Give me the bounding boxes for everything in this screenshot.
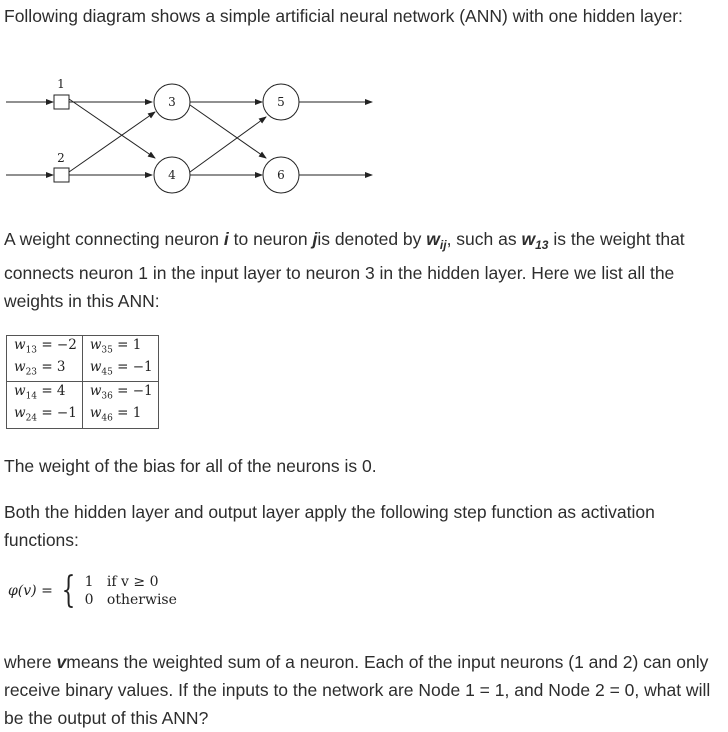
node-3-label: 3 bbox=[168, 95, 176, 109]
node-1-label: 1 bbox=[57, 77, 65, 91]
bias-text: The weight of the bias for all of the neurons is 0. bbox=[4, 456, 377, 476]
question-text: where vmeans the weighted sum of a neuron. Each of the input neurons (1 and 2) can only receive binary values. If the inputs to the network are Node 1 = 1, and Node 2 = 0, what will be the output of this ANN? bbox=[4, 652, 711, 728]
weights-cell-hidden-in-3: $w_{13} = -2$ $w_{23} = 3$ bbox=[7, 336, 83, 382]
node-2-label: 2 bbox=[57, 151, 65, 165]
weights-cell-hidden-in-4: $w_{14} = 4$ $w_{24} = -1$ bbox=[7, 382, 83, 428]
weight-description: A weight connecting neuron i to neuron jis denoted by $w_{ij}$, such as $w_{13}$ is the weight that connects neuron 1 in the input layer to neuron 3 in the hidden layer. Here we list all the weights in this ANN: bbox=[4, 229, 685, 311]
step-function-equation: φ(v) = { 1 if v ≥ 0 0 otherwise bbox=[8, 570, 177, 611]
activation-text: Both the hidden layer and output layer apply the following step function as activation functions: bbox=[4, 502, 655, 550]
weights-table bbox=[6, 335, 159, 429]
node-4-label: 4 bbox=[168, 168, 176, 182]
node-6-label: 6 bbox=[277, 168, 285, 182]
node-5-label: 5 bbox=[277, 95, 285, 109]
ann-diagram bbox=[0, 60, 390, 200]
intro-text: Following diagram shows a simple artificial neural network (ANN) with one hidden layer: bbox=[4, 6, 683, 26]
weights-cell-output-in-6: $w_{36} = -1$ $w_{46} = 1$ bbox=[82, 382, 158, 428]
weights-cell-output-in-5: $w_{35} = 1$ $w_{45} = -1$ bbox=[82, 336, 158, 382]
